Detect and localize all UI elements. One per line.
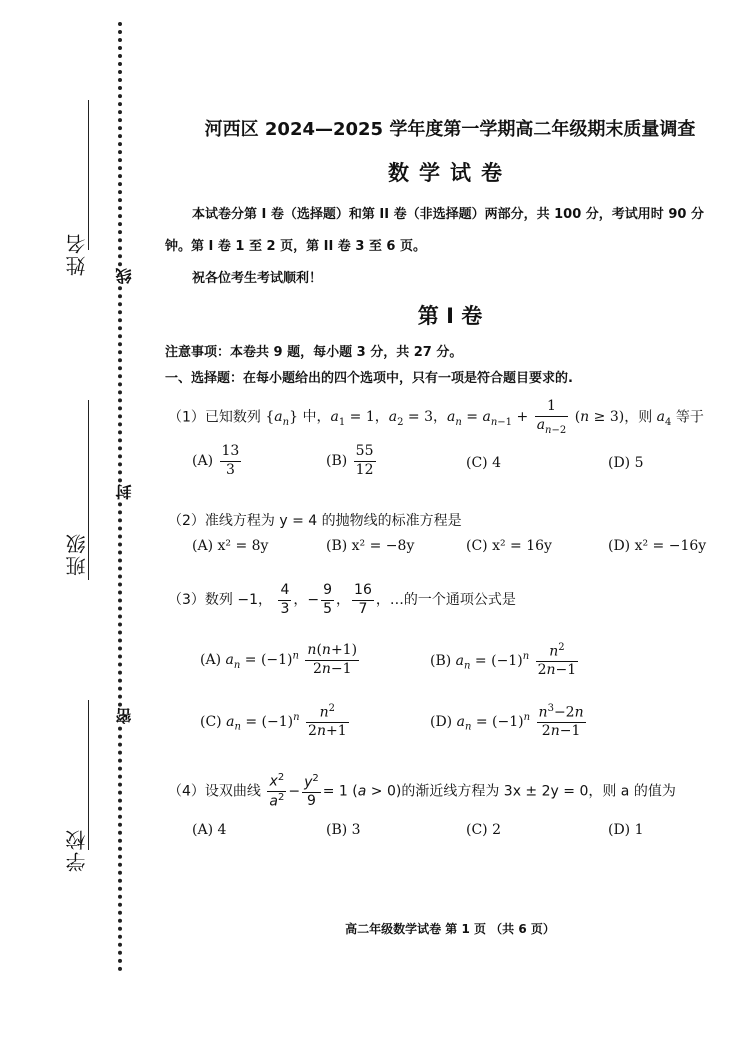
question-4-stem: （4）设双曲线 $\frac{x^2}{a^2}$ − $\frac{y^2}{9}$ = 1 (a > 0)的渐近线方程为 3x ± 2y = 0，则 a 的值为 <box>168 772 676 810</box>
question-4-option-b: (B) 3 <box>326 822 361 838</box>
intro-line-1: 本试卷分第 I 卷（选择题）和第 II 卷（非选择题）两部分，共 100 分，考试用时 90 分 <box>192 207 704 222</box>
page-footer: 高二年级数学试卷 第 1 页 （共 6 页） <box>345 922 555 936</box>
question-2-stem: （2）准线方程为 y = 4 的抛物线的标准方程是 <box>168 513 462 529</box>
notes: 注意事项：本卷共 9 题，每小题 3 分，共 27 分。 <box>165 345 463 360</box>
question-3-option-c: (C) $a_n = (-1)^n$ $\frac{n^2}{2n+1}$ <box>200 703 347 740</box>
seal-char-feng: 封 <box>115 484 134 500</box>
question-1-option-c: (C) 4 <box>466 455 501 471</box>
question-1-tail: 等于 <box>675 409 704 426</box>
school-label: 学校 <box>65 828 89 872</box>
intro-line-2: 钟。第 I 卷 1 至 2 页，第 II 卷 3 至 6 页。 <box>165 239 427 254</box>
question-3-stem: （3）数列 −1， $\frac{4}{3}$ ，− $\frac{9}{5}$ ， $\frac{16}{7}$ ，…的一个通项公式是 <box>168 582 516 617</box>
name-underline <box>88 100 89 250</box>
question-1-number: （1） <box>168 409 205 426</box>
name-label: 姓名 <box>65 232 89 276</box>
seal-char-mi: 密 <box>115 708 134 724</box>
good-luck: 祝各位考生考试顺利！ <box>192 271 323 286</box>
question-2-option-a: (A) x² = 8y <box>192 538 269 554</box>
seal-char-line: 线 <box>115 268 134 284</box>
question-4-option-a: (A) 4 <box>192 822 227 838</box>
exam-title: 河西区 2024—2025 学年度第一学期高二年级期末质量调查 <box>204 119 696 140</box>
question-4-option-c: (C) 2 <box>466 822 501 838</box>
exam-subtitle: 数学试卷 <box>388 161 512 185</box>
question-2-option-c: (C) x² = 16y <box>466 538 552 554</box>
section-title: 一、选择题：在每小题给出的四个选项中，只有一项是符合题目要求的. <box>165 371 573 386</box>
part-title: 第 I 卷 <box>417 304 483 328</box>
question-2-option-b: (B) x² = −8y <box>326 538 415 554</box>
question-1-option-b: (B) $\frac{55}{12}$ <box>326 443 374 478</box>
question-1-text: 已知数列 <box>204 409 261 426</box>
question-4-option-d: (D) 1 <box>608 822 644 838</box>
class-label: 班级 <box>65 532 89 576</box>
question-1-stem: （1）已知数列 $\{a_n\}$ 中，$a_1 = 1$，$a_2 = 3$，$a_n = a_{n-1}$ + $\frac{1}{a_{n-2}}$ (n ≥ 3)，则 $a_4$ 等于 <box>168 398 704 436</box>
question-3-option-a: (A) $a_n = (-1)^n$ $\frac{n(n+1)}{2n-1}$ <box>200 642 358 677</box>
question-1-option-d: (D) 5 <box>608 455 644 471</box>
question-3-option-d: (D) $a_n = (-1)^n$ $\frac{n^3-2n}{2n-1}$ <box>430 703 584 740</box>
question-2-option-d: (D) x² = −16y <box>608 538 707 554</box>
question-3-option-b: (B) $a_n = (-1)^n$ $\frac{n^2}{2n-1}$ <box>430 642 577 679</box>
question-1-option-a: (A) $\frac{13}{3}$ <box>192 443 240 478</box>
